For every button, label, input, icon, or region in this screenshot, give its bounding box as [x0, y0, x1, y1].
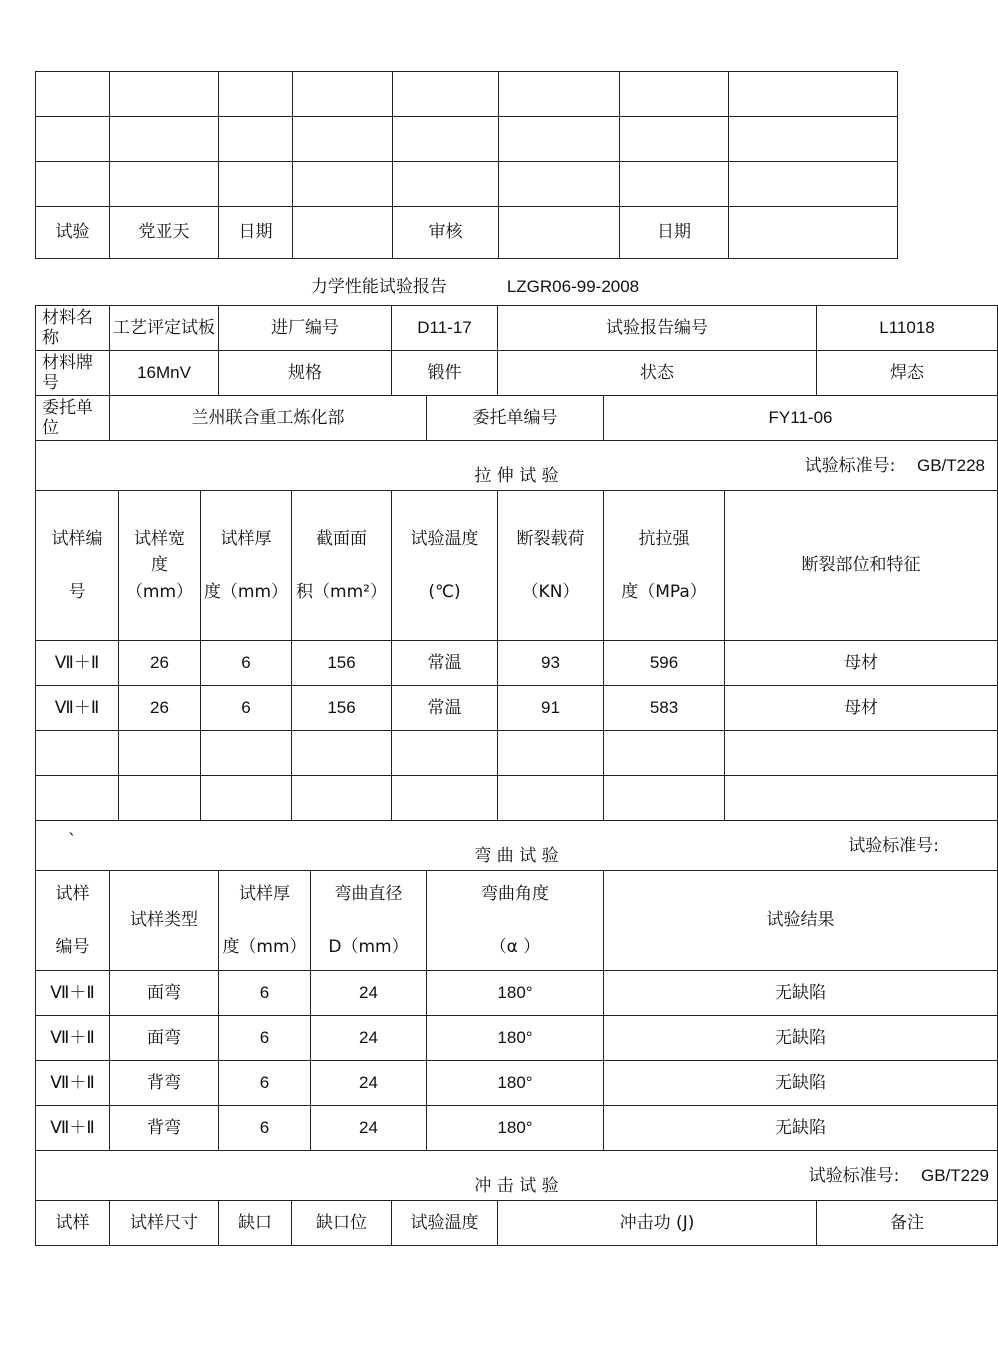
blank-row — [36, 72, 898, 117]
cell-thickness: 6 — [201, 641, 292, 686]
order-no-label: 委托单编号 — [427, 396, 604, 441]
th-text: 弯曲角度 — [481, 883, 549, 904]
cell-thickness: 6 — [201, 686, 292, 731]
material-name-label: 材料名称 — [36, 306, 110, 351]
th-fracture: 断裂部位和特征 — [725, 491, 998, 641]
cell-specimen: Ⅶ＋Ⅱ — [36, 971, 110, 1016]
th-width — [119, 491, 201, 641]
order-no-value: FY11-06 — [604, 396, 998, 441]
th-text: （KN） — [521, 581, 580, 602]
cell-specimen: Ⅶ＋Ⅱ — [36, 1016, 110, 1061]
cell-width: 26 — [119, 686, 201, 731]
reviewer-label: 审核 — [393, 207, 499, 259]
blank-row — [36, 776, 998, 821]
cell-temperature: 常温 — [392, 641, 498, 686]
th-text: 试验温度 — [410, 528, 479, 549]
table-row — [36, 971, 998, 1016]
state-value: 焊态 — [817, 351, 998, 396]
blank-row — [36, 162, 898, 207]
impact-section-header — [36, 1151, 998, 1201]
impact-standard-label: 试验标准号: — [808, 1165, 900, 1186]
th-text: 试样厚 — [220, 528, 272, 549]
th-text: D（mm） — [328, 936, 409, 957]
info-row-2 — [36, 351, 998, 396]
client-value: 兰州联合重工炼化部 — [110, 396, 427, 441]
cell-type: 面弯 — [110, 1016, 219, 1061]
bh-specimen-no — [36, 871, 110, 971]
th-text: 号 — [68, 581, 86, 602]
cell-diameter: 24 — [311, 971, 427, 1016]
reviewer-value — [499, 207, 620, 259]
cell-angle: 180° — [427, 1106, 604, 1151]
cell-strength: 583 — [604, 686, 725, 731]
impact-standard-value: GB/T229 — [920, 1165, 990, 1185]
th-temperature — [392, 491, 498, 641]
bend-header-row — [36, 871, 998, 971]
tensile-section-header — [36, 441, 998, 491]
top-table — [35, 71, 898, 259]
cell-diameter: 24 — [311, 1106, 427, 1151]
cell-fracture: 母材 — [725, 686, 998, 731]
table-row — [36, 1106, 998, 1151]
table-row — [36, 641, 998, 686]
cell-angle: 180° — [427, 971, 604, 1016]
cell-area: 156 — [292, 686, 392, 731]
cell-angle: 180° — [427, 1061, 604, 1106]
blank-row — [36, 731, 998, 776]
cell-type: 面弯 — [110, 971, 219, 1016]
impact-title: 冲 击 试 验 — [474, 1175, 559, 1196]
table-row — [36, 1061, 998, 1106]
th-text: 断裂载荷 — [516, 528, 585, 549]
cell-specimen: Ⅶ＋Ⅱ — [36, 641, 119, 686]
table-row — [36, 1016, 998, 1061]
spec-label: 规格 — [219, 351, 392, 396]
cell-load: 91 — [498, 686, 604, 731]
date-value — [293, 207, 393, 259]
th-thickness — [201, 491, 292, 641]
report-table — [35, 305, 998, 1246]
tensile-standard — [805, 455, 985, 475]
cell-result: 无缺陷 — [604, 1061, 998, 1106]
cell-width: 26 — [119, 641, 201, 686]
th-text: （α ） — [489, 936, 541, 957]
ih-notch-position: 缺口位 — [292, 1201, 392, 1246]
report-no-value: L11018 — [817, 306, 998, 351]
bend-section-header — [36, 821, 998, 871]
state-label: 状态 — [498, 351, 817, 396]
client-label: 委托单位 — [36, 396, 110, 441]
cell-result: 无缺陷 — [604, 1106, 998, 1151]
report-title-text: 力学性能试验报告 — [310, 277, 447, 297]
cell-result: 无缺陷 — [604, 971, 998, 1016]
cell-fracture: 母材 — [725, 641, 998, 686]
cell-specimen: Ⅶ＋Ⅱ — [36, 686, 119, 731]
factory-no-value: D11-17 — [392, 306, 498, 351]
th-text: 抗拉强 — [638, 528, 690, 549]
bh-type: 试样类型 — [110, 871, 219, 971]
cell-thickness: 6 — [219, 1016, 311, 1061]
th-text: （mm） — [125, 581, 194, 602]
bend-standard-label: 试验标准号: — [848, 835, 940, 856]
impact-header-row — [36, 1201, 998, 1246]
bh-angle — [427, 871, 604, 971]
tester-label: 试验 — [36, 207, 110, 259]
tensile-title: 拉 伸 试 验 — [474, 465, 559, 486]
grade-value: 16MnV — [110, 351, 219, 396]
th-text: (℃) — [428, 581, 461, 602]
report-no-label: 试验报告编号 — [498, 306, 817, 351]
th-area — [292, 491, 392, 641]
cell-angle: 180° — [427, 1016, 604, 1061]
th-text: 弯曲直径 — [334, 883, 403, 904]
tensile-standard-label: 试验标准号: — [804, 455, 896, 476]
th-strength — [604, 491, 725, 641]
table-row — [36, 686, 998, 731]
cell-type: 背弯 — [110, 1106, 219, 1151]
report-code: LZGR06-99-2008 — [506, 277, 640, 296]
th-text: 度 — [151, 555, 168, 576]
cell-specimen: Ⅶ＋Ⅱ — [36, 1061, 110, 1106]
bh-thickness — [219, 871, 311, 971]
ih-impact-energy: 冲击功 (J) — [498, 1201, 817, 1246]
cell-diameter: 24 — [311, 1016, 427, 1061]
th-text: 度（mm） — [203, 581, 289, 602]
info-row-3 — [36, 396, 998, 441]
cell-area: 156 — [292, 641, 392, 686]
factory-no-label: 进厂编号 — [219, 306, 392, 351]
ih-remarks: 备注 — [817, 1201, 998, 1246]
th-text: 试样编 — [51, 528, 103, 549]
th-text: 试样宽 — [134, 528, 185, 549]
cell-load: 93 — [498, 641, 604, 686]
impact-standard — [809, 1165, 989, 1185]
info-row-1 — [36, 306, 998, 351]
ih-notch: 缺口 — [219, 1201, 292, 1246]
spec-value: 锻件 — [392, 351, 498, 396]
cell-thickness: 6 — [219, 971, 311, 1016]
report-title — [0, 272, 950, 297]
cell-diameter: 24 — [311, 1061, 427, 1106]
bh-diameter — [311, 871, 427, 971]
th-specimen-no — [36, 491, 119, 641]
th-text: 截面面 — [316, 528, 367, 549]
bend-tick: ` — [68, 831, 77, 851]
ih-size: 试样尺寸 — [110, 1201, 219, 1246]
th-text: 试样 — [55, 883, 90, 904]
sign-row — [36, 207, 898, 259]
material-name-value: 工艺评定试板 — [110, 306, 219, 351]
bend-title: 弯 曲 试 验 — [474, 845, 559, 866]
cell-thickness: 6 — [219, 1061, 311, 1106]
blank-row — [36, 117, 898, 162]
cell-type: 背弯 — [110, 1061, 219, 1106]
grade-label: 材料牌号 — [36, 351, 110, 396]
bh-result: 试验结果 — [604, 871, 998, 971]
date-label: 日期 — [219, 207, 293, 259]
cell-strength: 596 — [604, 641, 725, 686]
review-date-value — [729, 207, 898, 259]
tensile-standard-value: GB/T228 — [916, 455, 986, 475]
tester-name: 党亚天 — [110, 207, 219, 259]
th-load — [498, 491, 604, 641]
review-date-label: 日期 — [620, 207, 729, 259]
th-text: 积（mm²） — [296, 581, 387, 602]
tensile-header-row — [36, 491, 998, 641]
th-text: 试样厚 — [239, 883, 290, 904]
th-text: 度（MPa） — [621, 581, 707, 602]
cell-temperature: 常温 — [392, 686, 498, 731]
cell-specimen: Ⅶ＋Ⅱ — [36, 1106, 110, 1151]
cell-thickness: 6 — [219, 1106, 311, 1151]
th-text: 度（mm） — [222, 936, 307, 957]
ih-specimen: 试样 — [36, 1201, 110, 1246]
ih-temperature: 试验温度 — [392, 1201, 498, 1246]
cell-result: 无缺陷 — [604, 1016, 998, 1061]
th-text: 编号 — [55, 936, 90, 957]
